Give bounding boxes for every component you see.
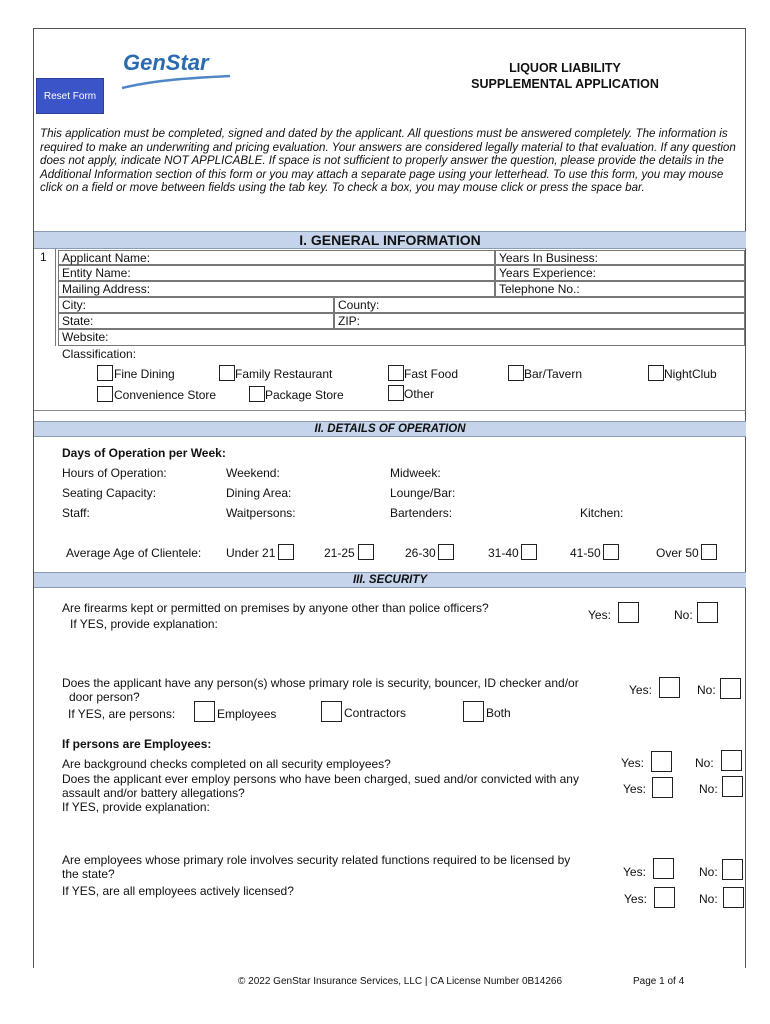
background-checks-yes-checkbox[interactable] xyxy=(651,751,672,772)
question-line: Are employees whose primary role involves security related functions required to be licensed by xyxy=(62,853,571,867)
yes-label: Yes: xyxy=(588,608,611,622)
divider xyxy=(55,249,56,346)
fine-dining-label: Fine Dining xyxy=(114,367,175,381)
question-line: If YES, provide explanation: xyxy=(62,800,210,814)
classification-label: Classification: xyxy=(62,347,137,361)
assault-battery-question xyxy=(62,772,622,814)
contractors-checkbox[interactable] xyxy=(321,701,342,722)
no-label: No: xyxy=(699,865,718,879)
security-persons-question xyxy=(62,676,622,704)
other-checkbox[interactable] xyxy=(388,385,404,401)
other-label: Other xyxy=(404,387,435,401)
yes-label: Yes: xyxy=(621,756,644,770)
form-title xyxy=(430,60,700,92)
section-security-header xyxy=(34,572,746,588)
licensed-yes-checkbox[interactable] xyxy=(653,858,674,879)
divider xyxy=(34,410,746,411)
actively-licensed-no-checkbox[interactable] xyxy=(723,887,744,908)
convenience-store-checkbox[interactable] xyxy=(97,386,113,402)
section-details-of-operation-header xyxy=(34,421,746,437)
assault-no-checkbox[interactable] xyxy=(722,776,743,797)
package-store-checkbox[interactable] xyxy=(249,386,265,402)
no-label: No: xyxy=(695,756,714,770)
age-over-50-checkbox[interactable] xyxy=(701,544,717,560)
age-under-21-label: Under 21 xyxy=(226,546,276,560)
instructions-text: This application must be completed, signed and dated by the applicant. All questions must be answered completely. The information is required to make an underwriting and pricing evaluation. Your answers are considered legally material to that evaluation. If any question does not apply, indicate NOT APPLICABLE. If space is not sufficient to properly answer the question, please provide the details in the Additional Information section of this form or you may attach a separate page using your letterhead. To use this form, you may mouse click on a field or move between fields using the tab key. To check a box, you may mouse click or press the space bar. xyxy=(40,127,736,195)
genstar-logo xyxy=(120,50,235,90)
contractors-label: Contractors xyxy=(344,706,407,720)
no-label: No: xyxy=(674,608,693,622)
logo-text: GenStar xyxy=(123,50,209,75)
state-field[interactable]: State: xyxy=(58,313,334,329)
section-title: III. SECURITY xyxy=(352,574,428,586)
age-31-40-label: 31-40 xyxy=(488,546,519,560)
question-line: Does the applicant ever employ persons who have been charged, sued and/or convicted with any xyxy=(62,772,579,786)
years-in-business-field[interactable]: Years In Business: xyxy=(495,250,745,265)
actively-licensed-question: If YES, are all employees actively licensed? xyxy=(62,884,294,898)
question-line: door person? xyxy=(69,690,140,704)
if-employees-heading: If persons are Employees: xyxy=(62,737,212,751)
logo-swoosh-icon xyxy=(120,74,232,90)
age-41-50-checkbox[interactable] xyxy=(603,544,619,560)
age-under-21-checkbox[interactable] xyxy=(278,544,294,560)
employees-checkbox[interactable] xyxy=(194,701,215,722)
actively-licensed-yes-checkbox[interactable] xyxy=(654,887,675,908)
employees-label: Employees xyxy=(217,707,277,721)
days-of-operation-label: Days of Operation per Week: xyxy=(62,446,226,460)
bar-tavern-label: Bar/Tavern xyxy=(524,367,583,381)
question-line: assault and/or battery allegations? xyxy=(62,786,245,800)
bar-tavern-checkbox[interactable] xyxy=(508,365,524,381)
firearms-question: Are firearms kept or permitted on premises by anyone other than police officers? xyxy=(62,601,489,615)
mailing-address-field[interactable]: Mailing Address: xyxy=(58,281,495,297)
family-restaurant-checkbox[interactable] xyxy=(219,365,235,381)
age-26-30-label: 26-30 xyxy=(405,546,436,560)
weekend-label[interactable]: Weekend: xyxy=(226,466,280,480)
nightclub-checkbox[interactable] xyxy=(648,365,664,381)
reset-form-button[interactable]: Reset Form xyxy=(36,78,104,114)
security-persons-no-checkbox[interactable] xyxy=(720,678,741,699)
staff-label: Staff: xyxy=(62,506,90,520)
fine-dining-checkbox[interactable] xyxy=(97,365,113,381)
age-21-25-checkbox[interactable] xyxy=(358,544,374,560)
security-persons-yes-checkbox[interactable] xyxy=(659,677,680,698)
county-field[interactable]: County: xyxy=(334,297,745,313)
age-41-50-label: 41-50 xyxy=(570,546,601,560)
dining-area-label[interactable]: Dining Area: xyxy=(226,486,292,500)
fast-food-label: Fast Food xyxy=(404,367,459,381)
bartenders-label[interactable]: Bartenders: xyxy=(390,506,453,520)
fast-food-checkbox[interactable] xyxy=(388,365,404,381)
yes-label: Yes: xyxy=(629,683,652,697)
yes-label: Yes: xyxy=(623,782,646,796)
hours-of-operation-label: Hours of Operation: xyxy=(62,466,167,480)
both-checkbox[interactable] xyxy=(463,701,484,722)
no-label: No: xyxy=(699,892,718,906)
question-number: 1 xyxy=(40,250,47,264)
question-line: Does the applicant have any person(s) whose primary role is security, bouncer, ID checker and/or xyxy=(62,676,579,690)
kitchen-label[interactable]: Kitchen: xyxy=(580,506,624,520)
midweek-label[interactable]: Midweek: xyxy=(390,466,441,480)
assault-yes-checkbox[interactable] xyxy=(652,777,673,798)
package-store-label: Package Store xyxy=(265,388,344,402)
copyright-footer: © 2022 GenStar Insurance Services, LLC | CA License Number 0B14266 xyxy=(238,976,563,987)
both-label: Both xyxy=(486,706,511,720)
background-checks-no-checkbox[interactable] xyxy=(721,750,742,771)
city-field[interactable]: City: xyxy=(58,297,334,313)
age-over-50-label: Over 50 xyxy=(656,546,699,560)
title-line-1: LIQUOR LIABILITY xyxy=(509,61,621,75)
age-26-30-checkbox[interactable] xyxy=(438,544,454,560)
applicant-name-field[interactable]: Applicant Name: xyxy=(58,250,495,265)
nightclub-label: NightClub xyxy=(664,367,717,381)
waitpersons-label[interactable]: Waitpersons: xyxy=(226,506,296,520)
family-restaurant-label: Family Restaurant xyxy=(235,367,333,381)
average-age-label: Average Age of Clientele: xyxy=(66,546,202,560)
firearms-explanation-label: If YES, provide explanation: xyxy=(70,617,218,631)
yes-label: Yes: xyxy=(624,892,647,906)
licensed-question xyxy=(62,853,622,881)
lounge-bar-label[interactable]: Lounge/Bar: xyxy=(390,486,456,500)
convenience-store-label: Convenience Store xyxy=(114,388,217,402)
no-label: No: xyxy=(697,683,716,697)
firearms-no-checkbox[interactable] xyxy=(697,602,718,623)
website-field[interactable]: Website: xyxy=(58,329,745,346)
zip-field[interactable]: ZIP: xyxy=(334,313,745,329)
yes-label: Yes: xyxy=(623,865,646,879)
section-general-information-header: I. GENERAL INFORMATION xyxy=(34,231,746,249)
question-line: the state? xyxy=(62,867,115,881)
seating-capacity-label: Seating Capacity: xyxy=(62,486,157,500)
background-checks-question: Are background checks completed on all security employees? xyxy=(62,757,391,771)
age-21-25-label: 21-25 xyxy=(324,546,355,560)
licensed-no-checkbox[interactable] xyxy=(722,859,743,880)
title-line-2: SUPPLEMENTAL APPLICATION xyxy=(471,77,659,91)
section-title: II. DETAILS OF OPERATION xyxy=(314,423,466,435)
years-experience-field[interactable]: Years Experience: xyxy=(495,265,745,281)
no-label: No: xyxy=(699,782,718,796)
page-number: Page 1 of 4 xyxy=(633,976,685,987)
if-yes-persons-label: If YES, are persons: xyxy=(68,707,176,721)
firearms-yes-checkbox[interactable] xyxy=(618,602,639,623)
entity-name-field[interactable]: Entity Name: xyxy=(58,265,495,281)
telephone-field[interactable]: Telephone No.: xyxy=(495,281,745,297)
age-31-40-checkbox[interactable] xyxy=(521,544,537,560)
